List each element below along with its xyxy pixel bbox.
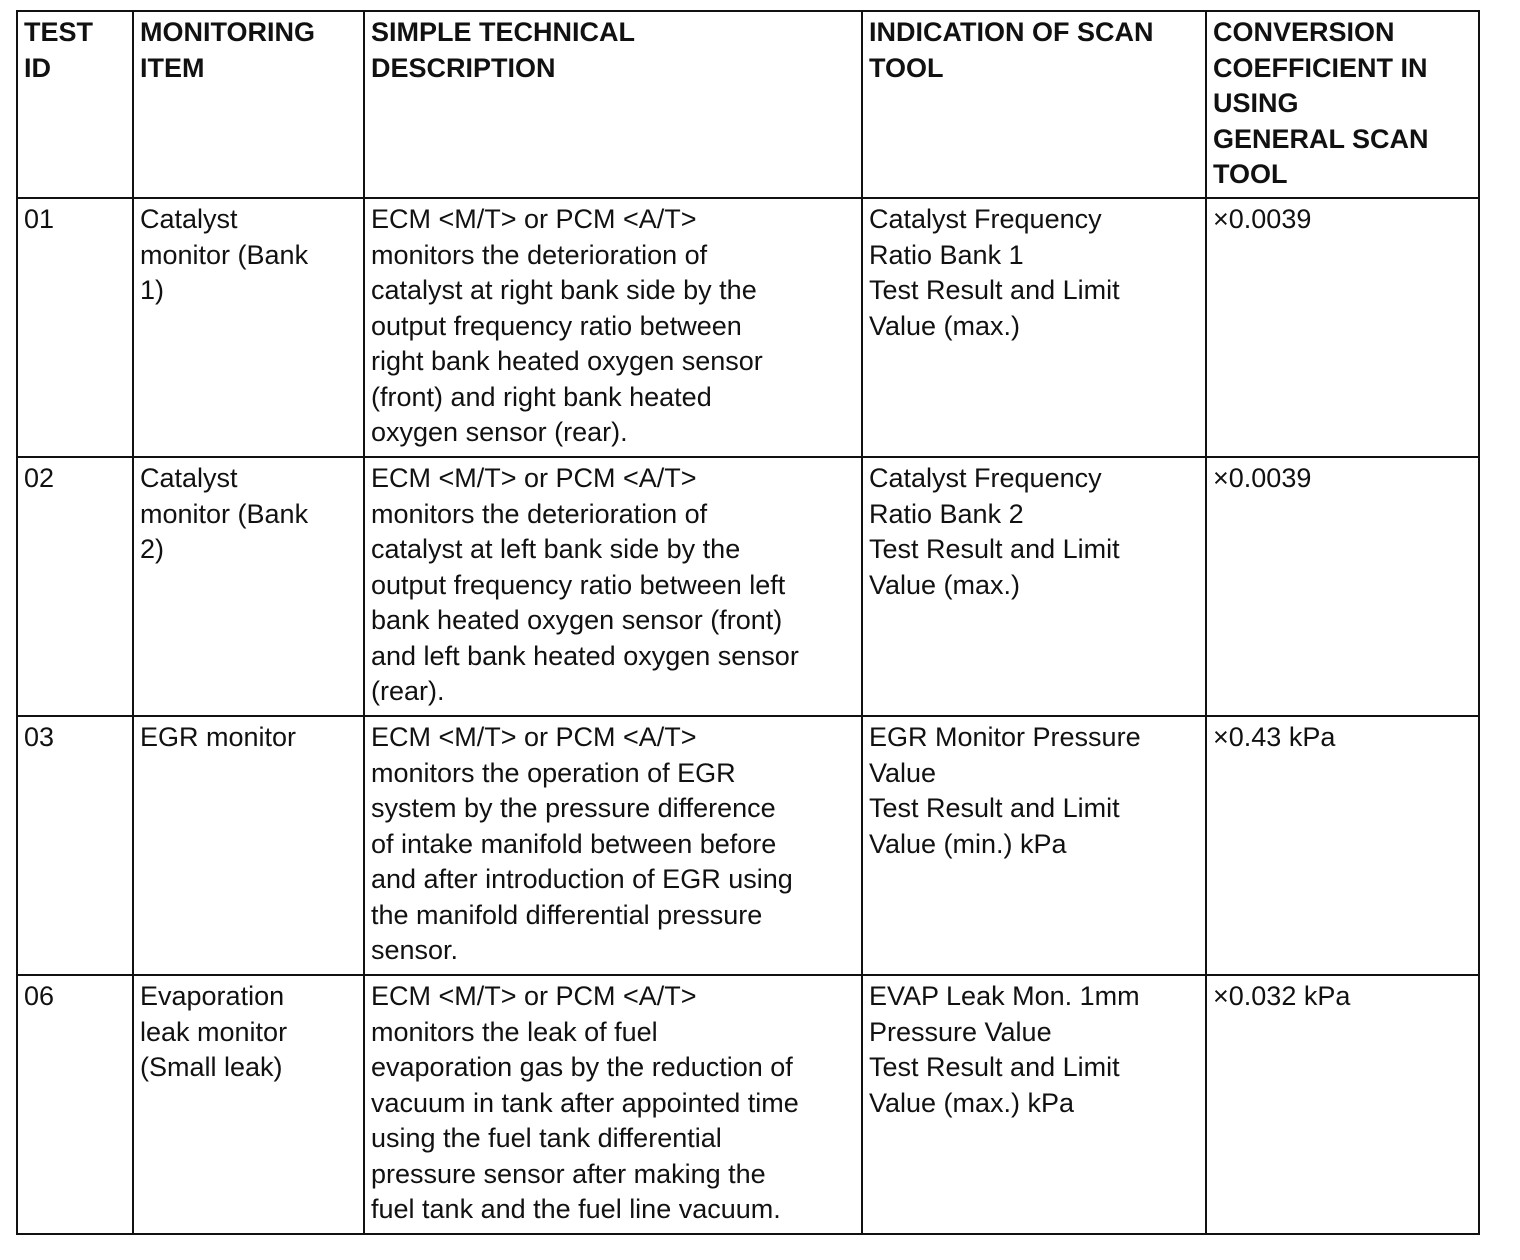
header-conversion-coefficient: CONVERSION COEFFICIENT IN USING GENERAL SCAN TOOL <box>1206 11 1479 198</box>
cell-monitoring-item: Catalyst monitor (Bank 2) <box>133 457 364 716</box>
table-row <box>17 975 1479 1234</box>
cell-test-id: 02 <box>17 457 133 716</box>
header-monitoring-item: MONITORING ITEM <box>133 11 364 198</box>
cell-scan-tool-indication: Catalyst Frequency Ratio Bank 1 Test Result and Limit Value (max.) <box>862 198 1206 457</box>
header-scan-tool-indication: INDICATION OF SCAN TOOL <box>862 11 1206 198</box>
cell-scan-tool-indication: EGR Monitor Pressure Value Test Result and Limit Value (min.) kPa <box>862 716 1206 975</box>
cell-conversion-coefficient: ×0.43 kPa <box>1206 716 1479 975</box>
cell-monitoring-item: Evaporation leak monitor (Small leak) <box>133 975 364 1234</box>
cell-test-id: 06 <box>17 975 133 1234</box>
cell-scan-tool-indication: Catalyst Frequency Ratio Bank 2 Test Result and Limit Value (max.) <box>862 457 1206 716</box>
table-header-row <box>17 11 1479 198</box>
cell-conversion-coefficient: ×0.032 kPa <box>1206 975 1479 1234</box>
cell-test-id: 01 <box>17 198 133 457</box>
table-row <box>17 716 1479 975</box>
header-test-id: TEST ID <box>17 11 133 198</box>
cell-description: ECM <M/T> or PCM <A/T> monitors the leak of fuel evaporation gas by the reduction of vacuum in tank after appointed time using the fuel tank differential pressure sensor after making the fuel tank and the fuel line vacuum. <box>364 975 862 1234</box>
cell-monitoring-item: EGR monitor <box>133 716 364 975</box>
cell-test-id: 03 <box>17 716 133 975</box>
table-row <box>17 198 1479 457</box>
cell-conversion-coefficient: ×0.0039 <box>1206 457 1479 716</box>
cell-monitoring-item: Catalyst monitor (Bank 1) <box>133 198 364 457</box>
monitor-test-table <box>16 10 1480 1235</box>
cell-description: ECM <M/T> or PCM <A/T> monitors the deterioration of catalyst at left bank side by the output frequency ratio between left bank heated oxygen sensor (front) and left bank heated oxygen sensor (rear). <box>364 457 862 716</box>
cell-description: ECM <M/T> or PCM <A/T> monitors the operation of EGR system by the pressure difference of intake manifold between before and after introduction of EGR using the manifold differential pressure sensor. <box>364 716 862 975</box>
cell-description: ECM <M/T> or PCM <A/T> monitors the deterioration of catalyst at right bank side by the output frequency ratio between right bank heated oxygen sensor (front) and right bank heated oxygen sensor (rear). <box>364 198 862 457</box>
cell-conversion-coefficient: ×0.0039 <box>1206 198 1479 457</box>
table-row <box>17 457 1479 716</box>
cell-scan-tool-indication: EVAP Leak Mon. 1mm Pressure Value Test Result and Limit Value (max.) kPa <box>862 975 1206 1234</box>
header-description: SIMPLE TECHNICAL DESCRIPTION <box>364 11 862 198</box>
